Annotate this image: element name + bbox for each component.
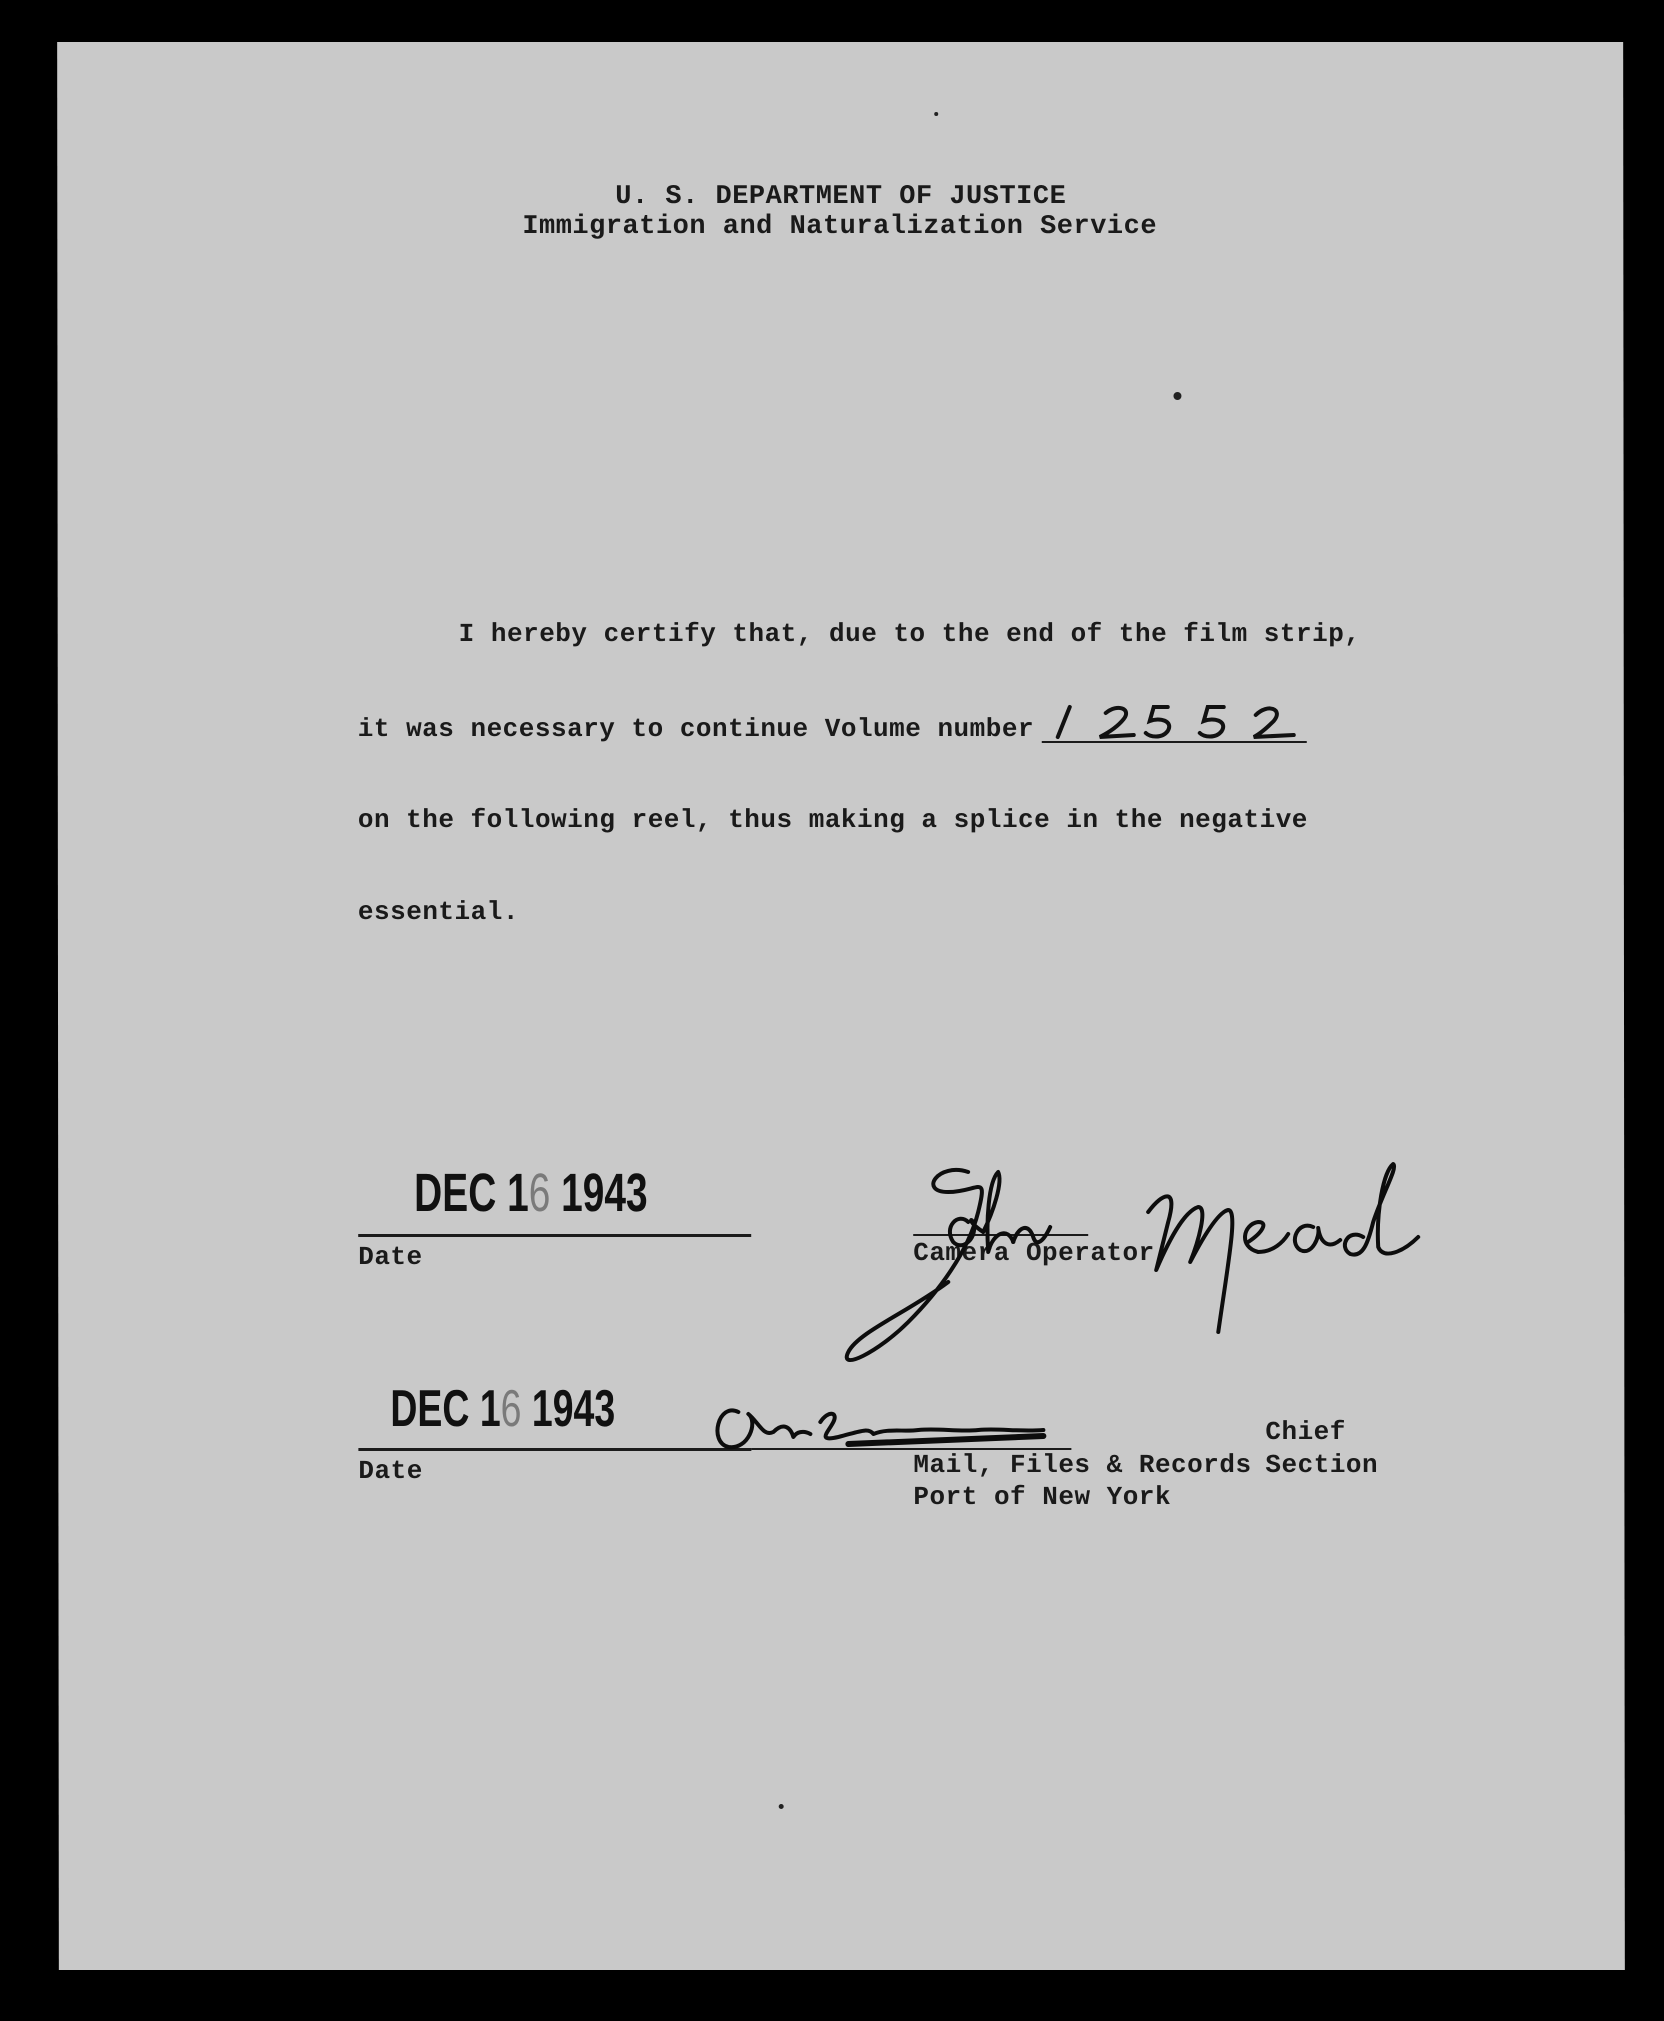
chief-date-stamp	[390, 1379, 615, 1439]
stamp-month-day: DEC 1	[414, 1163, 529, 1223]
certification-line-4: essential.	[357, 897, 519, 927]
stamp-day-digit: 6	[500, 1380, 522, 1438]
stamp-month-day: DEC 1	[390, 1380, 501, 1438]
stamp-day-digit: 6	[528, 1163, 551, 1223]
chief-title: Chief	[1265, 1417, 1346, 1447]
speck	[1173, 392, 1181, 400]
speck	[779, 1804, 784, 1809]
certification-line-1: I hereby certify that, due to the end of the film strip,	[458, 619, 1361, 649]
camera-date-label: Date	[358, 1242, 423, 1272]
camera-date-line	[358, 1234, 751, 1237]
stamp-year: 1943	[561, 1163, 648, 1223]
section-title: Section	[1265, 1450, 1379, 1480]
chief-date-label: Date	[358, 1456, 423, 1486]
camera-operator-label: Camera Operator	[913, 1238, 1155, 1268]
certification-line-2: it was necessary to continue Volume number	[357, 714, 1035, 744]
volume-number-handwritten	[1048, 697, 1308, 743]
chief-date-line	[358, 1448, 751, 1451]
certification-line-3: on the following reel, thus making a splice in the negative	[357, 805, 1308, 835]
department-heading: U. S. DEPARTMENT OF JUSTICE	[615, 182, 1067, 212]
camera-date-stamp	[414, 1162, 648, 1224]
port-title: Port of New York	[913, 1482, 1172, 1512]
camera-operator-signature	[818, 1152, 1478, 1382]
document-page	[57, 42, 1625, 1970]
speck	[934, 112, 938, 116]
service-heading: Immigration and Naturalization Service	[522, 212, 1158, 242]
office-title: Mail, Files & Records	[913, 1450, 1252, 1480]
stamp-year: 1943	[531, 1380, 616, 1438]
